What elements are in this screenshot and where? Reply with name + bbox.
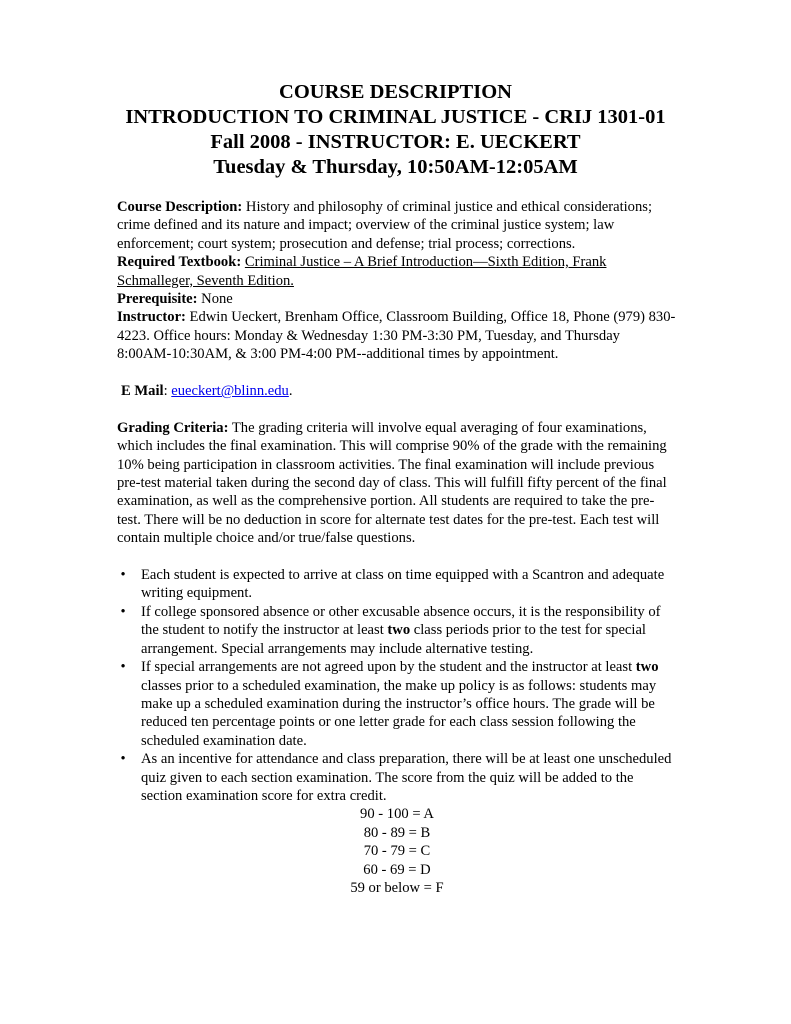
email-period: . [288, 383, 293, 400]
email-label: E Mail [121, 383, 164, 400]
email-colon: : [163, 383, 172, 400]
grade-scale-row-b: 80 - 89 = B [363, 824, 431, 841]
prerequisite-label: Prerequisite: [117, 291, 198, 308]
grading-label: Grading Criteria: [117, 419, 229, 436]
prerequisite-paragraph [117, 290, 677, 308]
bullet-text-2b: class periods prior to the test for special arrangement. Special arrangements may include alternative testing. [141, 622, 646, 657]
course-description-label: Course Description: [117, 199, 243, 215]
bullet-text-1: Each student is expected to arrive at class on time equipped with a Scantron and adequate writing equipment. [141, 567, 665, 602]
list-item [117, 750, 677, 805]
grading-paragraph [117, 419, 677, 548]
instructor-paragraph [117, 308, 677, 363]
title-line-2: INTRODUCTION TO CRIMINAL JUSTICE - CRIJ 1301-01 [125, 106, 666, 128]
grade-scale-row-f: 59 or below = F [350, 879, 444, 896]
bullet-icon: • [120, 659, 126, 676]
textbook-title: Criminal Justice – A Brief Introduction—Sixth Edition, Frank Schmalleger, Seventh Edition. [117, 254, 607, 289]
grade-scale-row-c: 70 - 79 = C [363, 843, 431, 860]
bullet-icon: • [120, 567, 126, 584]
textbook-label: Required Textbook: [117, 254, 242, 271]
title-line-3: Fall 2008 - INSTRUCTOR: E. UECKERT [210, 131, 581, 153]
textbook-paragraph [117, 253, 677, 290]
bullet-text-2-bold: two [387, 622, 411, 639]
policy-list [117, 566, 677, 805]
bullet-icon: • [120, 603, 126, 620]
instructor-text: Edwin Ueckert, Brenham Office, Classroom Building, Office 18, Phone (979) 830-4223. Office hours: Monday & Wednesday 1:30 PM-3:30 PM, Tuesday, and Thursday 8:00AM-10:30AM, & 3:00 PM-4:00 PM--additional times by appointment. [117, 309, 676, 363]
bullet-icon: • [120, 751, 126, 768]
bullet-text-3a: If special arrangements are not agreed upon by the student and the instructor at least [141, 659, 636, 676]
course-description-paragraph [117, 198, 677, 253]
list-item [117, 566, 677, 603]
list-item [117, 603, 677, 658]
title-line-1: COURSE DESCRIPTION [279, 81, 512, 103]
bullet-text-3-bold: two [635, 659, 659, 676]
prerequisite-text: None [197, 291, 233, 308]
email-link[interactable]: eueckert@blinn.edu [171, 383, 289, 400]
bullet-text-4: As an incentive for attendance and class preparation, there will be at least one unscheduled quiz given to each section examination. The score from the quiz will be added to the section examination score for extra credit. [141, 751, 672, 804]
instructor-label: Instructor: [117, 309, 186, 326]
bullet-text-3b: classes prior to a scheduled examination, the make up policy is as follows: students may make up a scheduled examination during the instructor’s office hours. The grade will be reduced ten percentage points or one letter grade for each class session following the scheduled examination date. [141, 677, 657, 749]
grading-text: The grading criteria will involve equal averaging of four examinations, which includes the final examination. This will comprise 90% of the grade with the remaining 10% being participation in classroom activities. The final examination will include previous pre-test material taken during the second day of class. This will fulfill fifty percent of the final examination, as well as the comprehensive portion. All students are required to take the pre-test. There will be no deduction in score for alternate test dates for the pre-test. Each test will contain multiple choice and/or true/false questions. [117, 419, 667, 547]
document-body [117, 198, 677, 897]
email-paragraph [117, 382, 677, 400]
title-line-4: Tuesday & Thursday, 10:50AM-12:05AM [213, 156, 578, 178]
grade-scale-row-d: 60 - 69 = D [363, 861, 431, 878]
document-title [0, 80, 791, 180]
course-description-text: History and philosophy of criminal justice and ethical considerations; crime defined and its nature and impact; overview of the criminal justice system; law enforcement; court system; prosecution and defense; trial process; corrections. [117, 199, 653, 252]
bullet-text-2a: If college sponsored absence or other excusable absence occurs, it is the responsibility of the student to notify the instructor at least [141, 603, 661, 639]
grade-scale [117, 805, 677, 897]
grade-scale-row-a: 90 - 100 = A [360, 806, 434, 823]
list-item [117, 658, 677, 750]
